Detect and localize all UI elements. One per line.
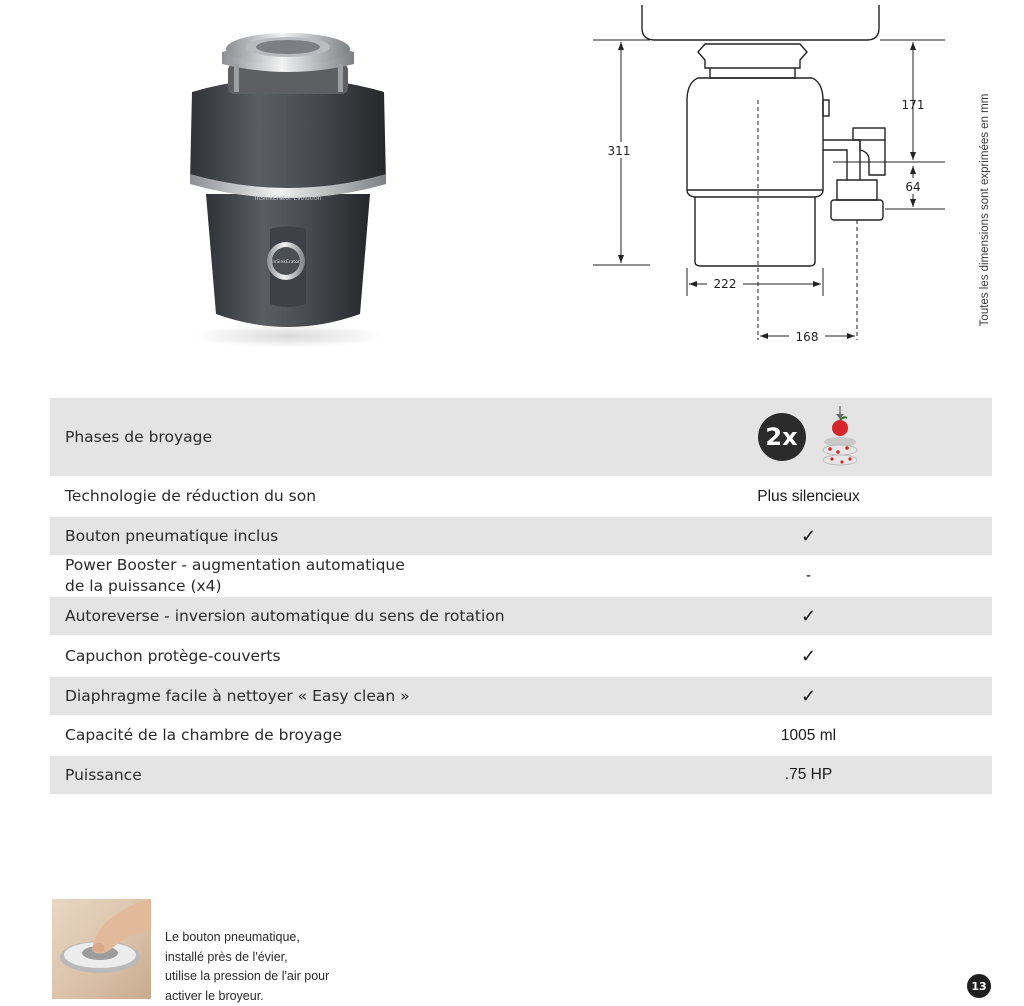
caption-line: installé près de l'évier, xyxy=(165,948,329,968)
check-icon: ✓ xyxy=(585,526,992,547)
check-icon: ✓ xyxy=(585,646,992,667)
spec-value: 1005 ml xyxy=(585,727,992,745)
check-icon: ✓ xyxy=(585,686,992,707)
table-row xyxy=(50,677,992,717)
spec-value: Plus silencieux xyxy=(585,488,992,506)
spec-value: - xyxy=(585,567,992,585)
table-row xyxy=(50,756,992,796)
spec-label: Bouton pneumatique inclus xyxy=(50,526,585,547)
spec-label: Diaphragme facile à nettoyer « Easy clean » xyxy=(50,686,585,707)
spec-label-line: Power Booster - augmentation automatique xyxy=(65,555,585,576)
spec-label: Capuchon protège-couverts xyxy=(50,646,585,667)
dimension-label-width: 222 xyxy=(714,277,737,291)
brand-text: InSinkErator Evolution xyxy=(255,195,322,202)
spec-value xyxy=(585,404,992,470)
spec-label: Puissance xyxy=(50,765,585,786)
spec-label: Autoreverse - inversion automatique du sens de rotation xyxy=(50,606,585,627)
table-row xyxy=(50,398,992,478)
air-switch-photo xyxy=(52,899,151,999)
check-icon: ✓ xyxy=(585,606,992,627)
dimension-label-top: 171 xyxy=(902,98,925,112)
table-row xyxy=(50,597,992,637)
table-row xyxy=(50,717,992,756)
logo-text: InSinkErator xyxy=(272,259,300,265)
table-row xyxy=(50,517,992,557)
spec-label: Technologie de réduction du son xyxy=(50,486,585,507)
air-switch-caption xyxy=(165,928,329,1006)
caption-line: utilise la pression de l'air pour xyxy=(165,967,329,987)
dimension-diagram xyxy=(585,0,960,355)
caption-line: activer le broyeur. xyxy=(165,987,329,1006)
spec-label: Capacité de la chambre de broyage xyxy=(50,725,585,746)
caption-line: Le bouton pneumatique, xyxy=(165,928,329,948)
product-photo xyxy=(178,14,398,350)
table-row xyxy=(50,637,992,677)
spec-value: .75 HP xyxy=(585,766,992,784)
spec-label: Phases de broyage xyxy=(50,427,585,448)
units-note-text: Toutes les dimensions sont exprimées en mm xyxy=(979,94,991,327)
dimension-label-outlet: 64 xyxy=(905,180,920,194)
spec-table xyxy=(50,398,992,796)
grind-stages-icon xyxy=(820,404,860,470)
page-number: 13 xyxy=(967,974,991,998)
spec-label xyxy=(50,555,585,597)
dimension-label-offset: 168 xyxy=(796,330,819,344)
grind-stage-badge: 2x xyxy=(758,413,806,461)
table-row xyxy=(50,478,992,517)
spec-label-line: de la puissance (x4) xyxy=(65,576,585,597)
table-row xyxy=(50,557,992,597)
dimension-label-height: 311 xyxy=(608,144,631,158)
